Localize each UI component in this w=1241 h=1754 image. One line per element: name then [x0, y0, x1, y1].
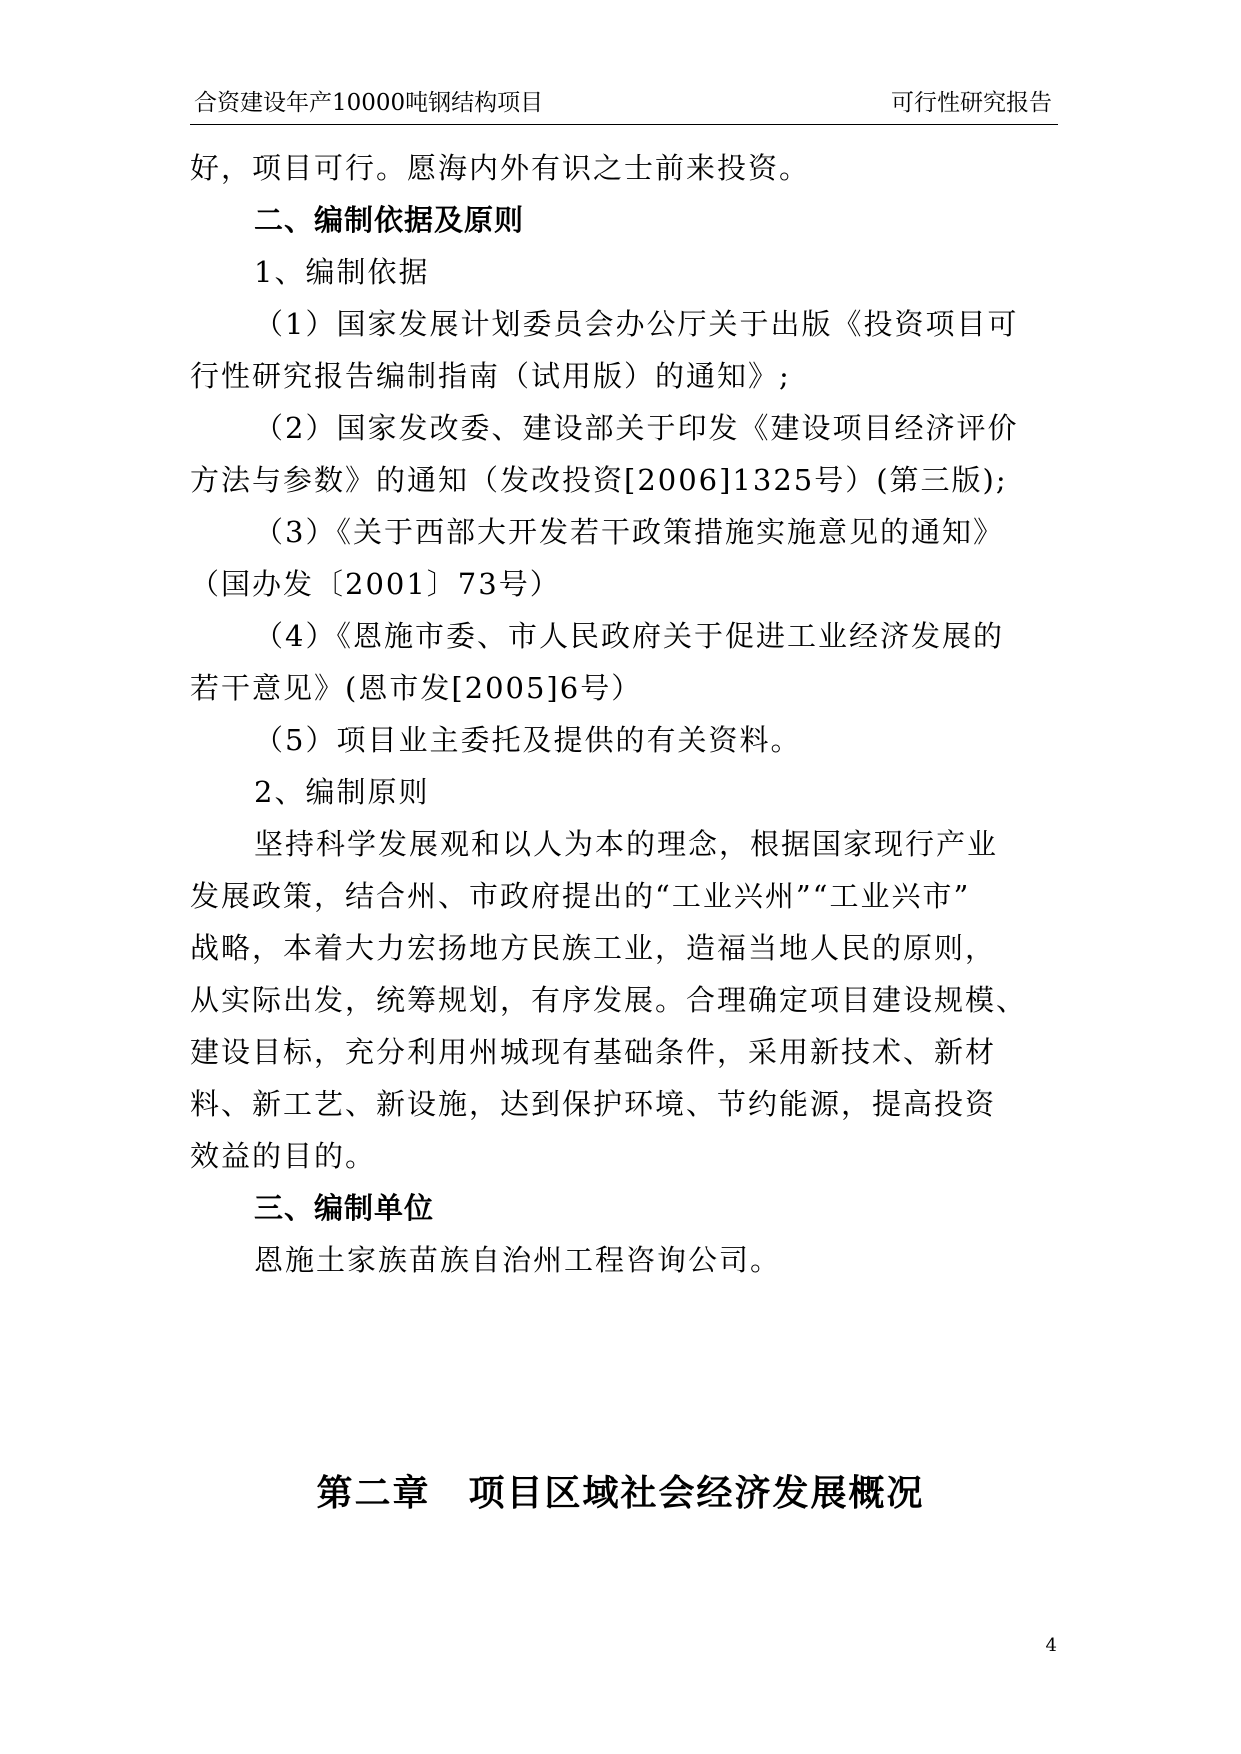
body-line: （2）国家发改委、建设部关于印发《建设项目经济评价 [254, 411, 1019, 445]
subsection-heading-basis: 1、编制依据 [254, 255, 430, 289]
body-line: 若干意见》(恩市发[2005]6号） [190, 671, 643, 705]
body-line: 效益的目的。 [190, 1139, 377, 1173]
body-line: 从实际出发，统筹规划，有序发展。合理确定项目建设规模、 [190, 983, 1028, 1017]
body-line: 建设目标，充分利用州城现有基础条件，采用新技术、新材 [190, 1035, 997, 1069]
body-line: 坚持科学发展观和以人为本的理念，根据国家现行产业 [254, 827, 999, 861]
body-line: （1）国家发展计划委员会办公厅关于出版《投资项目可 [254, 307, 1019, 341]
page-header [190, 88, 1058, 125]
body-line: 方法与参数》的通知（发改投资[2006]1325号）(第三版); [190, 463, 1008, 497]
body-line: 发展政策，结合州、市政府提出的“工业兴州”“工业兴市” [190, 879, 971, 913]
body-line: 战略，本着大力宏扬地方民族工业，造福当地人民的原则， [190, 931, 997, 965]
body-line: 料、新工艺、新设施，达到保护环境、节约能源，提高投资 [190, 1087, 997, 1121]
header-report-type: 可行性研究报告 [891, 90, 1052, 116]
body-line: （国办发〔2001〕73号） [190, 567, 561, 601]
section-heading-basis-principles: 二、编制依据及原则 [254, 203, 525, 237]
body-line: （5）项目业主委托及提供的有关资料。 [254, 723, 802, 757]
body-line: （4）《恩施市委、市人民政府关于促进工业经济发展的 [254, 619, 1004, 653]
body-line: 好，项目可行。愿海内外有识之士前来投资。 [190, 151, 811, 185]
page-number: 4 [1045, 1635, 1057, 1656]
section-heading-compiler: 三、编制单位 [254, 1191, 435, 1225]
chapter-title: 第二章 项目区域社会经济发展概况 [316, 1473, 925, 1514]
body-line: 行性研究报告编制指南（试用版）的通知》; [190, 359, 791, 393]
subsection-heading-principles: 2、编制原则 [254, 775, 430, 809]
body-line: （3）《关于西部大开发若干政策措施实施意见的通知》 [254, 515, 1004, 549]
header-project-title: 合资建设年产10000吨钢结构项目 [194, 90, 544, 116]
body-line: 恩施土家族苗族自治州工程咨询公司。 [254, 1243, 782, 1277]
